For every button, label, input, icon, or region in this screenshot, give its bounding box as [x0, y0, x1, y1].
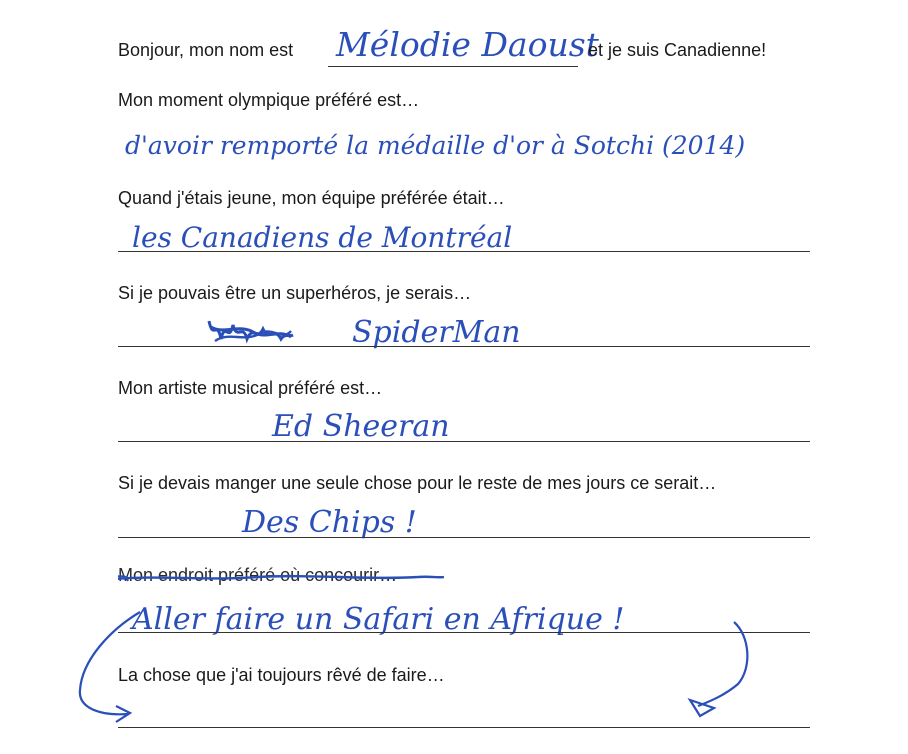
name-answer: Mélodie Daoust: [336, 25, 599, 64]
crossed-out-scribble: [205, 315, 295, 349]
crossed-out-prompt-text: Mon endroit préféré où concourir…: [118, 565, 398, 585]
question-prompt-one-food: Si je devais manger une seule chose pour le reste de mes jours ce serait…: [118, 473, 717, 493]
answer-line-dream-activity: [118, 632, 810, 633]
answer-superhero: SpiderMan: [352, 315, 521, 350]
question-prompt-always-dreamed: La chose que j'ai toujours rêvé de faire…: [118, 665, 445, 685]
answer-music-artist: Ed Sheeran: [272, 409, 450, 444]
intro-suffix: et je suis Canadienne!: [588, 40, 767, 60]
answer-olympic-moment: d'avoir remporté la médaille d'or à Sotchi (2014): [125, 131, 746, 160]
question-prompt-music-artist: Mon artiste musical préféré est…: [118, 378, 383, 398]
question-prompt-superhero: Si je pouvais être un superhéros, je serais…: [118, 283, 472, 303]
question-prompt-olympic-moment: Mon moment olympique préféré est…: [118, 90, 420, 110]
answer-one-food: Des Chips !: [242, 505, 417, 540]
name-blank-line: [328, 66, 578, 67]
answer-dream-activity: Aller faire un Safari en Afrique !: [132, 602, 625, 637]
answer-line-one-food: [118, 537, 810, 538]
right-arrowhead-icon: [690, 700, 714, 716]
answer-line-music-artist: [118, 441, 810, 442]
intro-prefix: Bonjour, mon nom est: [118, 40, 294, 60]
answer-line-favorite-team: [118, 251, 810, 252]
left-arrowhead-icon: [116, 706, 130, 722]
answer-favorite-team: les Canadiens de Montréal: [132, 221, 513, 254]
answer-line-always-dreamed: [118, 727, 810, 728]
left-curved-arrow-icon: [80, 612, 140, 714]
right-curved-arrow-icon: [698, 622, 747, 706]
question-prompt-favorite-team: Quand j'étais jeune, mon équipe préférée était…: [118, 188, 505, 208]
question-prompt-favorite-venue: [118, 565, 397, 586]
answer-line-superhero: [118, 346, 810, 347]
